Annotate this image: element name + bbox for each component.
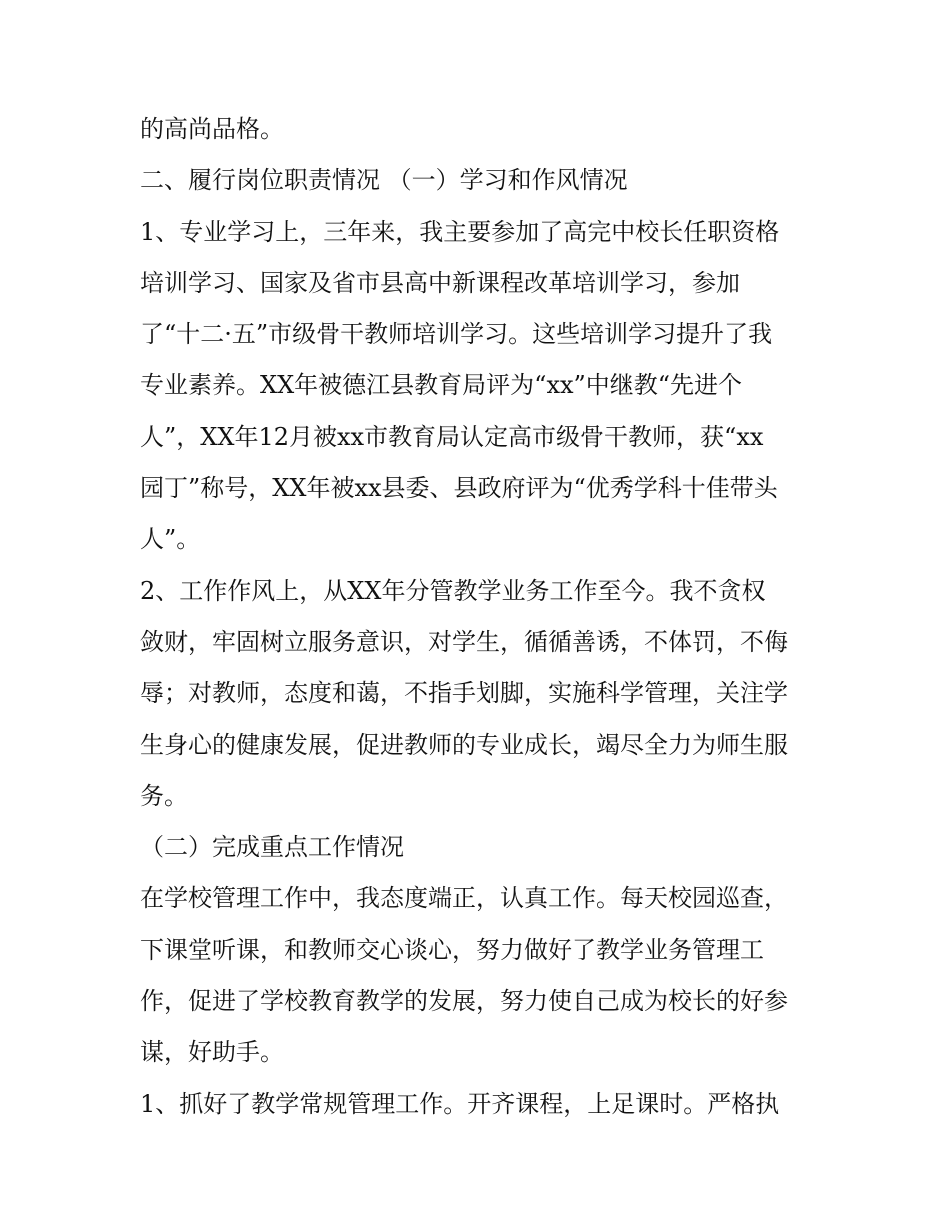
document-body bbox=[140, 104, 820, 1130]
text-line: 1、专业学习上，三年来，我主要参加了高完中校长任职资格 bbox=[140, 217, 780, 246]
text-line: 园丁”称号，XX年被xx县委、县政府评为“优秀学科十佳带头 bbox=[140, 474, 778, 503]
text-line: 人”。 bbox=[140, 525, 201, 554]
text-line: 人”，XX年12月被xx市教育局认定高市级骨干教师，获“xx bbox=[140, 422, 764, 451]
text-line: 了“十二·五”市级骨干教师培训学习。这些培训学习提升了我 bbox=[140, 320, 773, 349]
text-line: 2、工作作风上，从XX年分管教学业务工作至今。我不贪权 bbox=[140, 576, 766, 605]
text-line: 务。 bbox=[140, 781, 188, 810]
section-heading: 二、履行岗位职责情况 （一）学习和作风情况 bbox=[140, 166, 628, 195]
text-line: 专业素养。XX年被德江县教育局评为“xx”中继教“先进个 bbox=[140, 371, 743, 400]
text-line: 培训学习、国家及省市县高中新课程改革培训学习，参加 bbox=[140, 268, 740, 297]
text-line: 的高尚品格。 bbox=[140, 115, 284, 143]
text-line: 谋，好助手。 bbox=[140, 1038, 284, 1067]
section-heading: （二）完成重点工作情况 bbox=[140, 833, 404, 862]
text-line: 1、抓好了教学常规管理工作。开齐课程，上足课时。严格执 bbox=[140, 1089, 780, 1118]
text-line: 生身心的健康发展，促进教师的专业成长，竭尽全力为师生服 bbox=[140, 730, 788, 759]
text-line: 作，促进了学校教育教学的发展，努力使自己成为校长的好参 bbox=[140, 987, 788, 1016]
text-line: 在学校管理工作中，我态度端正，认真工作。每天校园巡查， bbox=[140, 884, 788, 913]
text-line: 辱；对教师，态度和蔼，不指手划脚，实施科学管理，关注学 bbox=[140, 679, 788, 708]
text-line: 敛财，牢固树立服务意识，对学生，循循善诱，不体罚，不侮 bbox=[140, 627, 788, 656]
text-line: 下课堂听课，和教师交心谈心，努力做好了教学业务管理工 bbox=[140, 935, 764, 964]
